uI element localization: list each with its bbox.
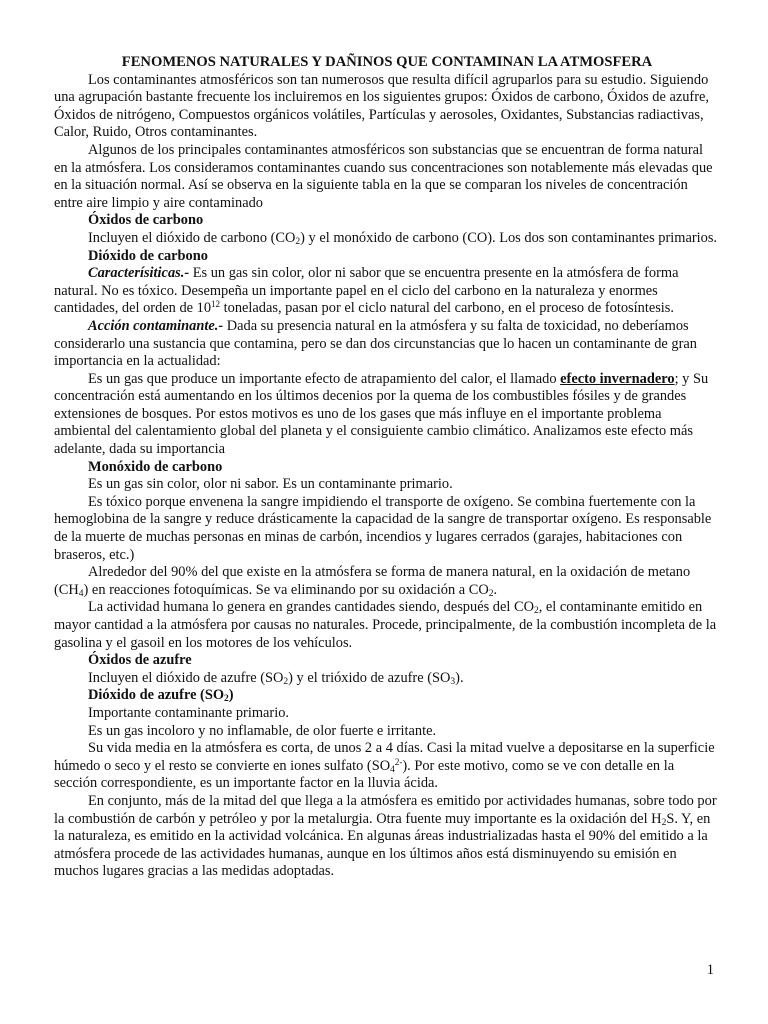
paragraph-so2-4: En conjunto, más de la mitad del que llega a la atmósfera es emitido por actividades humanas, sobre todo por la combustión de carbón y petróleo y por la metalurgia. Otra fuente muy importante es la oxidación del $H_2S$. Y, en la naturaleza, es emitido en la actividad volcánica. En algunas áreas industrializadas hasta el 90% del emitido a la atmósfera procede de las actividades humanas, aunque en los últimos años está disminuyendo su emisión en muchos lugares gracias a las medidas adoptadas. [54, 792, 717, 880]
intro-paragraph-2: Algunos de los principales contaminantes atmosféricos son substancias que se encuentran de forma natural en la atmósfera. Los consideramos contaminantes cuando sus concentraciones son notablemente más elevadas que en la situación normal. Así se observa en la siguiente tabla en la que se comparan los niveles de concentración entre aire limpio y aire contaminado [54, 141, 713, 211]
paragraph-oxidos-azufre: Incluyen el dióxido de azufre $(SO_2)$ y el trióxido de azufre $(SO_3)$. [88, 669, 464, 687]
lead-accion-contaminante: Acción contaminante.- [88, 317, 224, 334]
paragraph-caracteristicas: Caracterísiticas.- Es un gas sin color, olor ni sabor que se encuentra presente en la atmósfera de forma natural. No es tóxico. Desempeña un importante papel en el ciclo del carbono en la naturaleza y enormes cantidades, del orden de $10^{12}$ toneladas, pasan por el ciclo natural del carbono, en el proceso de fotosíntesis. [54, 265, 679, 317]
intro-paragraph-1: Los contaminantes atmosféricos son tan numerosos que resulta difícil agruparlos para su estudio. Siguiendo una agrupación bastante frecuente los incluiremos en los siguientes grupos: Óxidos de carbono, Óxidos de azufre, Óxidos de nitrógeno, Compuestos orgánicos volátiles, Partículas y aerosoles, Oxidantes, Substancias radiactivas, Calor, Ruido, Otros contaminantes. [54, 71, 709, 141]
paragraph-so2-1: Importante contaminante primario. [88, 704, 289, 721]
heading-oxidos-carbono: Óxidos de carbono [88, 212, 204, 229]
paragraph-efecto-invernadero: Es un gas que produce un importante efecto de atrapamiento del calor, el llamado efecto invernadero; y Su concentración está aumentando en los últimos decenios por la quema de los combustibles fósiles y de grandes extensiones de bosques. Por estos motivos es uno de los gases que más influye en el importante problema ambiental del calentamiento global del planeta y el consiguiente cambio climático. Analizamos este efecto más adelante, dada su importancia [54, 370, 709, 458]
paragraph-monoxido-2: Es tóxico porque envenena la sangre impidiendo el transporte de oxígeno. Se combina fuertemente con la hemoglobina de la sangre y reduce drásticamente la capacidad de la sangre de transportar oxígeno. Es responsable de la muerte de muchas personas en minas de carbón, incendios y lugares cerrados (garajes, habitaciones con braseros, etc.) [54, 493, 712, 563]
paragraph-so2-3: Su vida media en la atmósfera es corta, de unos 2 a 4 días. Casi la mitad vuelve a depositarse en la superficie húmedo o seco y el resto se convierte en iones sulfato $(SO_4^{2-})$. Por este motivo, como se ve con detalle en la sección correspondiente, es un importante factor en la lluvia ácida. [54, 740, 715, 792]
heading-dioxido-azufre: Dióxido de azufre $(SO_2)$ [88, 687, 234, 705]
heading-monoxido-carbono: Monóxido de carbono [88, 458, 223, 475]
paragraph-monoxido-3: Alrededor del 90% del que existe en la atmósfera se forma de manera natural, en la oxidación de metano $(CH_4)$ en reacciones fotoquímicas. Se va eliminando por su oxidación a $CO_2$. [54, 564, 691, 599]
page-number: 1 [706, 962, 714, 978]
document-title: FENOMENOS NATURALES Y DAÑINOS QUE CONTAMINAN LA ATMOSFERA [121, 54, 653, 70]
efecto-invernadero-link[interactable]: efecto invernadero [560, 370, 675, 387]
paragraph-oxidos-carbono: Incluyen el dióxido de carbono $(CO_2)$ y el monóxido de carbono (CO). Los dos son contaminantes primarios. [88, 229, 718, 247]
lead-caracteristicas: Caracterísiticas.- [88, 265, 190, 282]
paragraph-monoxido-4: La actividad humana lo genera en grandes cantidades siendo, después del $CO_2$, el contaminante emitido en mayor cantidad a la atmósfera por causas no naturales. Procede, principalmente, de la combustión incompleta de la gasolina y el gasoil en los motores de los vehículos. [54, 599, 717, 651]
paragraph-so2-2: Es un gas incoloro y no inflamable, de olor fuerte e irritante. [88, 722, 437, 739]
heading-dioxido-carbono: Dióxido de carbono [88, 247, 208, 264]
paragraph-monoxido-1: Es un gas sin color, olor ni sabor. Es un contaminante primario. [88, 476, 453, 493]
heading-oxidos-azufre: Óxidos de azufre [88, 652, 192, 669]
paragraph-accion-contaminante: Acción contaminante.- Dada su presencia natural en la atmósfera y su falta de toxicidad, no deberíamos considerarlo una sustancia que contamina, pero se dan dos circunstancias que lo hacen un contaminante de gran importancia en la actualidad: [54, 317, 697, 370]
